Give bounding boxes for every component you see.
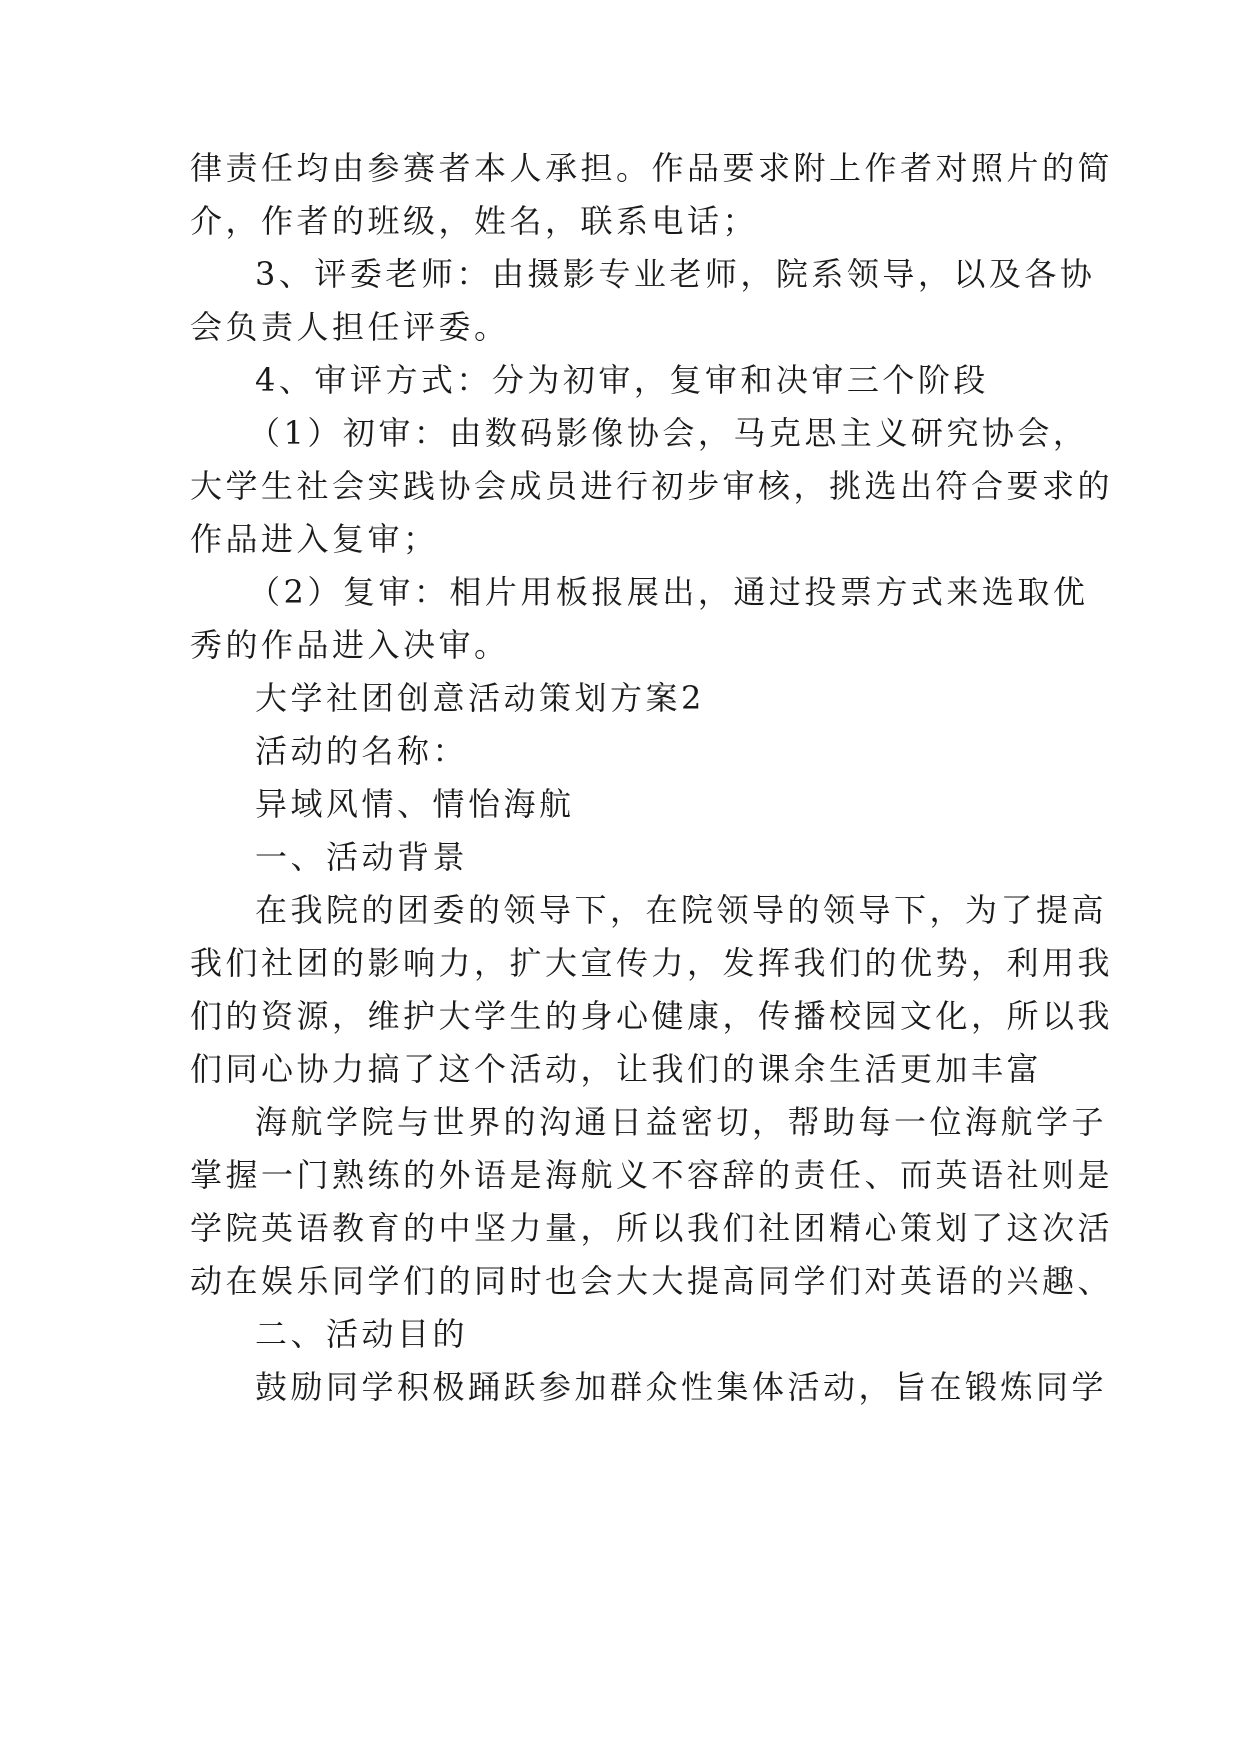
text-line: 律责任均由参赛者本人承担。作品要求附上作者对照片的简: [190, 149, 1114, 187]
text-line: 介，作者的班级，姓名，联系电话；: [190, 202, 759, 240]
text-line: 动在娱乐同学们的同时也会大大提高同学们对英语的兴趣、: [190, 1262, 1114, 1300]
text-line: （2）复审：相片用板报展出，通过投票方式来选取优: [248, 573, 1089, 611]
text-line: 4、审评方式：分为初审，复审和决审三个阶段: [255, 361, 989, 399]
text-line: 海航学院与世界的沟通日益密切，帮助每一位海航学子: [255, 1103, 1108, 1141]
text-line: 作品进入复审；: [190, 520, 439, 558]
text-line: 掌握一门熟练的外语是海航义不容辞的责任、而英语社则是: [190, 1156, 1114, 1194]
text-line: 异域风情、情怡海航: [255, 785, 575, 823]
section-heading: 大学社团创意活动策划方案2: [255, 679, 705, 717]
text-line: 我们社团的影响力，扩大宣传力，发挥我们的优势，利用我: [190, 944, 1114, 982]
text-line: 会负责人担任评委。: [190, 308, 510, 346]
section-heading: 一、活动背景: [255, 838, 469, 876]
text-line: 大学生社会实践协会成员进行初步审核，挑选出符合要求的: [190, 467, 1114, 505]
text-line: 活动的名称：: [255, 732, 469, 770]
text-line: 3、评委老师：由摄影专业老师，院系领导，以及各协: [255, 255, 1096, 293]
text-line: 们同心协力搞了这个活动，让我们的课余生活更加丰富: [190, 1050, 1043, 1088]
text-line: （1）初审：由数码影像协会，马克思主义研究协会，: [248, 414, 1089, 452]
text-line: 秀的作品进入决审。: [190, 626, 510, 664]
section-heading: 二、活动目的: [255, 1315, 469, 1353]
text-line: 在我院的团委的领导下，在院领导的领导下，为了提高: [255, 891, 1108, 929]
text-line: 学院英语教育的中坚力量，所以我们社团精心策划了这次活: [190, 1209, 1114, 1247]
text-line: 鼓励同学积极踊跃参加群众性集体活动，旨在锻炼同学: [255, 1368, 1108, 1406]
text-line: 们的资源，维护大学生的身心健康，传播校园文化，所以我: [190, 997, 1114, 1035]
